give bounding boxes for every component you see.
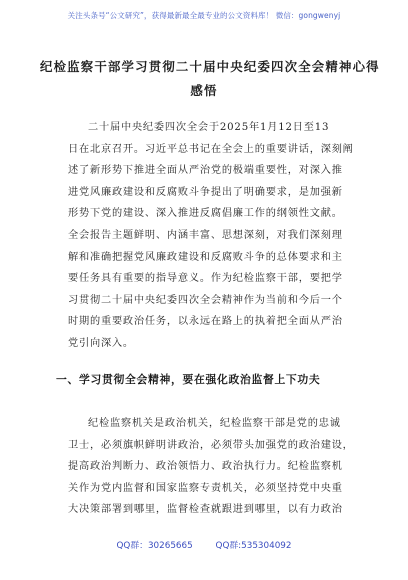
paragraph-line: 党引向深入。 (68, 337, 134, 349)
paragraph-line: 解和准确把握党风廉政建设和反腐败斗争的总体要求和主 (68, 251, 343, 263)
paragraph-line: 纪检监察机关是政治机关，纪检监察干部是党的忠诚 (88, 418, 341, 429)
paragraph-line: 二十届中央纪委四次全会于2025年1月12日至13 (88, 122, 330, 133)
paragraph-line: 要任务具有重要的指导意义。作为纪检监察干部，要把学 (68, 273, 343, 285)
paragraph-line: 时期的重要政治任务，以永远在路上的执着把全面从严治 (68, 316, 343, 328)
paragraph-line: 关作为党内监督和国家监察专责机关，必须坚持党中央重 (68, 482, 343, 494)
section-heading: 一、学习贯彻全会精神，要在强化政治监督上下功夫 (56, 373, 321, 386)
paragraph-section-1 (68, 413, 354, 521)
paragraph-line: 提高政治判断力、政治领悟力、政治执行力。纪检监察机 (68, 461, 343, 473)
footer-qq-group-1: QQ群：30265665 (116, 541, 193, 551)
footer-contact (0, 538, 408, 551)
document-title (40, 55, 380, 103)
paragraph-line: 全会报告主题鲜明、内涵丰富、思想深刻，对我们深刻理 (68, 229, 343, 241)
paragraph-line: 日在北京召开。习近平总书记在全会上的重要讲话，深刻阐 (68, 143, 354, 155)
paragraph-line: 大决策部署到哪里，监督检查就跟进到哪里，以有力政治 (68, 504, 343, 516)
paragraph-line: 习贯彻二十届中央纪委四次全会精神作为当前和今后一个 (68, 294, 343, 306)
paragraph-intro (68, 117, 354, 355)
paragraph-line: 述了新形势下推进全面从严治党的极端重要性，对深入推 (68, 165, 343, 177)
footer-qq-group-2: QQ群:535304092 (215, 541, 292, 551)
title-line-2: 感悟 (190, 83, 218, 98)
paragraph-line: 进党风廉政建设和反腐败斗争提出了明确要求，是加强新 (68, 186, 343, 198)
paragraph-line: 形势下党的建设、深入推进反腐倡廉工作的纲领性文献。 (68, 208, 343, 220)
paragraph-line: 卫士，必须旗帜鲜明讲政治，必须带头加强党的政治建设， (68, 439, 354, 451)
title-line-1: 纪检监察干部学习贯彻二十届中央纪委四次全会精神心得 (40, 59, 380, 74)
header-promo-note: 关注头条号“公文研究”，获得最新最全最专业的公文资料库！ 微信：gongwenyj (67, 11, 341, 20)
